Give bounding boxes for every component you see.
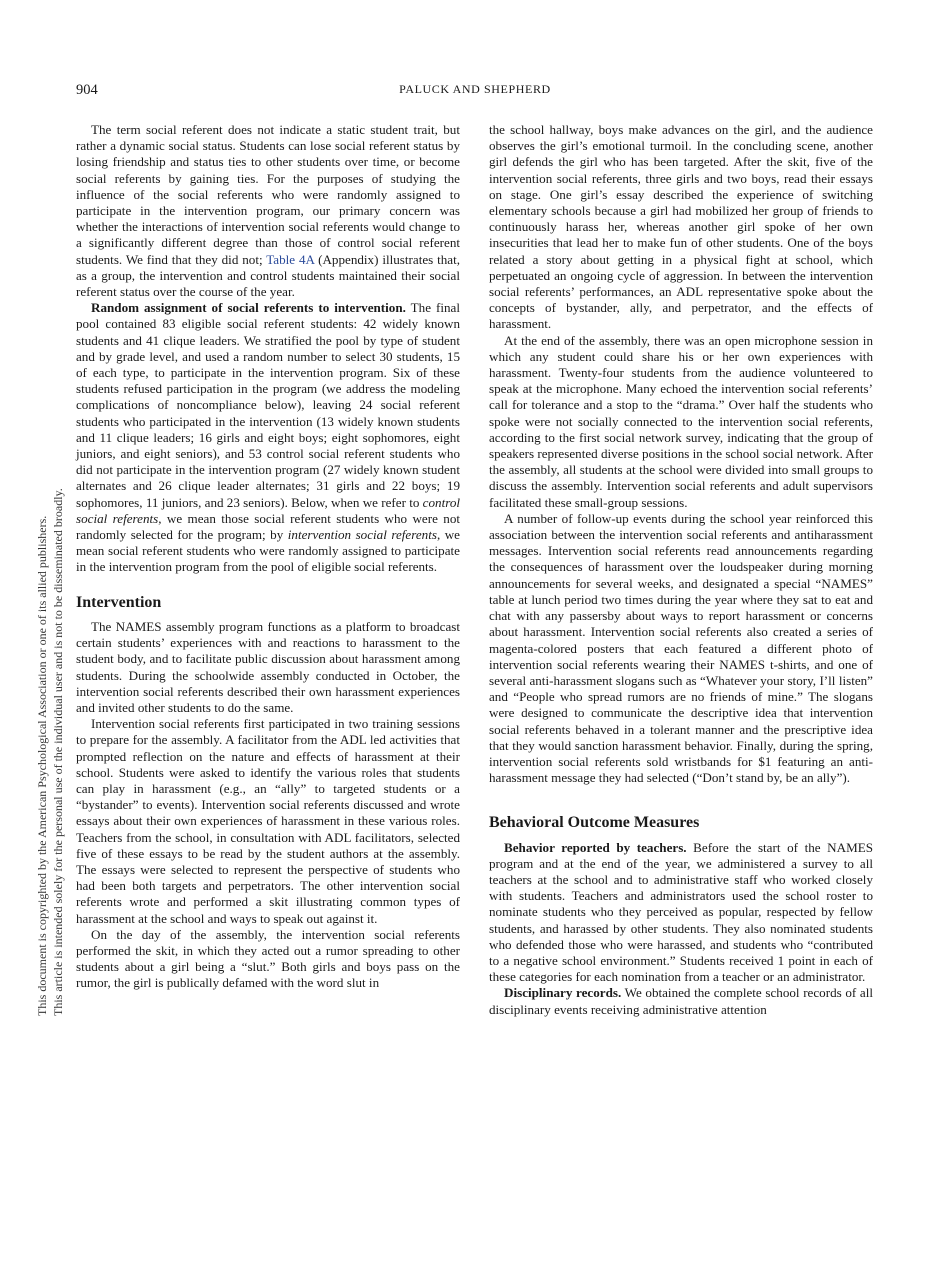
paragraph-text: (Appendix) illustrates that, as a group, the intervention and control students maintained their social referent status over the course of the year. [76,251,461,300]
paragraph-text: The final pool contained 83 eligible social referent students: 42 widely known students and 41 clique leaders. We stratified the pool by type of student and by grade level, and used a random number to select 30 students, 15 of each type, to participate in the intervention program. Six of these students refused participation in the program (we address the modeling complications of noncompliance below), leaving 24 social referent students who participated in the intervention (13 widely known students and 11 clique leaders; 16 girls and eight boys; eight sophomores, eight juniors, and eight seniors), and 53 control social referent students who did not participate in the intervention program (27 widely known student alternates and 26 clique leader alternates; 31 girls and 22 boys; 19 sophomores, 11 juniors, and 23 seniors). Below, when we refer to [76,300,460,510]
paragraph-text: , we mean social referent students who were randomly assigned to participate in the intervention program from the pool of eligible social referents. [76,527,460,575]
paragraph: The NAMES assembly program functions as a platform to broadcast certain students’ experiences with and reactions to harassment to the student body, and to facilitate public discussion about harassment among students. During the schoolwide assembly conducted in October, the intervention social referents described their own harassment experiences and invited other students to do the same. [76,618,460,715]
emphasis-text: intervention social referents [287,527,437,543]
section-heading-intervention: Intervention [76,593,162,611]
section-heading-behavioral-outcome-measures: Behavioral Outcome Measures [489,814,700,832]
right-column [489,122,873,1018]
run-in-heading: Random assignment of social referents to intervention. [91,300,406,316]
paragraph-text: Before the start of the NAMES program and at the end of the year, we administered a survey to all teachers at the school and to administrative staff who worked closely with students. Teachers and administrators used the school roster to nominate students who they perceived as popular, respected by fellow students, and harassed by other students. They also nominated students who defended those who were harassed, and students who “contributed to a negative school environment.” Students received 1 point in each of these categories for each nomination from a teacher or an administrator. [489,839,873,985]
paragraph: A number of follow-up events during the school year reinforced this association between the intervention social referents and antiharassment messages. Intervention social referents read announcements regarding the consequences of harassment over the loudspeaker during morning announcements for several weeks, and designated a special “NAMES” table at lunch period two times during the year where they sat to eat and chat with any passersby about ways to report harassment or concerns about harassment. Intervention social referents also created a series of magenta-colored posters that each featured a different photo of intervention social referents wearing their NAMES t-shirts, and one of several anti-harassment slogans such as “Whatever your story, I’ll listen” and “People who spread rumors are no friends of mine.” The slogans were designed to communicate the descriptive idea that intervention social referents behaved in a tolerant manner and the prescriptive idea that they would sanction harassment behavior. Finally, during the spring, intervention social referents sold wristbands for $1 featuring an anti-harassment message they had selected (“Don’t stand by, be an ally”). [489,510,873,786]
paragraph-text: , we mean those social referent students who were not randomly selected for the program; by [76,510,460,543]
copyright-notice [34,488,66,1016]
emphasis-text: control social referents [76,494,461,526]
table-4a-link[interactable]: Table 4A [266,251,315,267]
run-in-heading: Disciplinary records. [504,985,622,1001]
copyright-line-1: This document is copyrighted by the American Psychological Association or one of its allied publishers. [35,515,49,1016]
paragraph: Intervention social referents first participated in two training sessions to prepare for the assembly. A facilitator from the ADL led activities that prompted reflection on the nature and effects of harassment at their school. Students were asked to identify the various roles that students can play in harassment (e.g., an “ally” to targeted students or a “bystander” to events). Intervention social referents discussed and wrote essays about their own experiences of harassment in these various roles. Teachers from the school, in consultation with ADL facilitators, selected five of these essays to be read by the student authors at the assembly. The essays were selected to represent the perspective of students who had been both targets and perpetrators. The other intervention social referents wrote and performed a skit illustrating common types of harassment at the school and ways to speak out against it. [76,716,460,926]
paragraph [76,300,460,575]
paragraph: the school hallway, boys make advances on the girl, and the audience observes the girl’s emotional turmoil. In the concluding scene, another girl defends the girl who has been targeted. After the skit, five of the intervention social referents, three girls and two boys, read their essays on stage. One girl’s essay described the experience of switching elementary schools because a girl had mobilized her group of friends to continuously harass her, whereas another girl spoke of her own insecurities that lead her to make fun of other students. One of the boys related a story about getting in a physical fight at school, which perpetuated an ongoing cycle of aggression. In between the intervention social referents’ performances, an ADL representative spoke about the concepts of bystander, ally, and perpetrator, and the effects of harassment. [489,122,873,332]
paragraph: At the end of the assembly, there was an open microphone session in which any student could share his or her own experiences with harassment. Twenty-four students from the audience volunteered to speak at the microphone. Many echoed the intervention social referents’ call for tolerance and a stop to the “drama.” Over half the students who spoke were not socially connected to the intervention social referents, according to the first social network survey, indicating that the group of speakers represented diverse positions in the school social network. After the assembly, all students at the school were divided into small groups to discuss the assembly. Intervention social referents and adult supervisors facilitated these small-group sessions. [489,332,873,510]
left-column [76,122,460,992]
paragraph [489,840,873,986]
paragraph: On the day of the assembly, the intervention social referents performed the skit, in which they acted out a rumor spreading to other students about a girl being a “slut.” Both girls and boys pass on the rumor, the girl is publically defamed with the word slut in [76,926,460,991]
paragraph-text: We obtained the complete school records of all disciplinary events receiving administrative attention [489,985,873,1017]
copyright-line-2: This article is intended solely for the personal use of the individual user and is not to be disseminated broadly. [51,488,65,1016]
page-number: 904 [76,82,98,98]
paragraph-text: The term social referent does not indicate a static student trait, but rather a dynamic social status. Students can lose social referent status by losing friendship and status ties to other students over time, or become social referents by gaining ties. For the purposes of studying the influence of the social referents who were randomly assigned to participate in the intervention program, our primary concern was whether the interactions of intervention social referents would change to a significantly different degree than those of control social referent students. We find that they did not; [76,122,460,267]
run-in-heading: Behavior reported by teachers. [504,839,687,855]
running-head: PALUCK AND SHEPHERD [399,82,551,96]
paragraph [489,985,873,1017]
paragraph [76,122,460,300]
